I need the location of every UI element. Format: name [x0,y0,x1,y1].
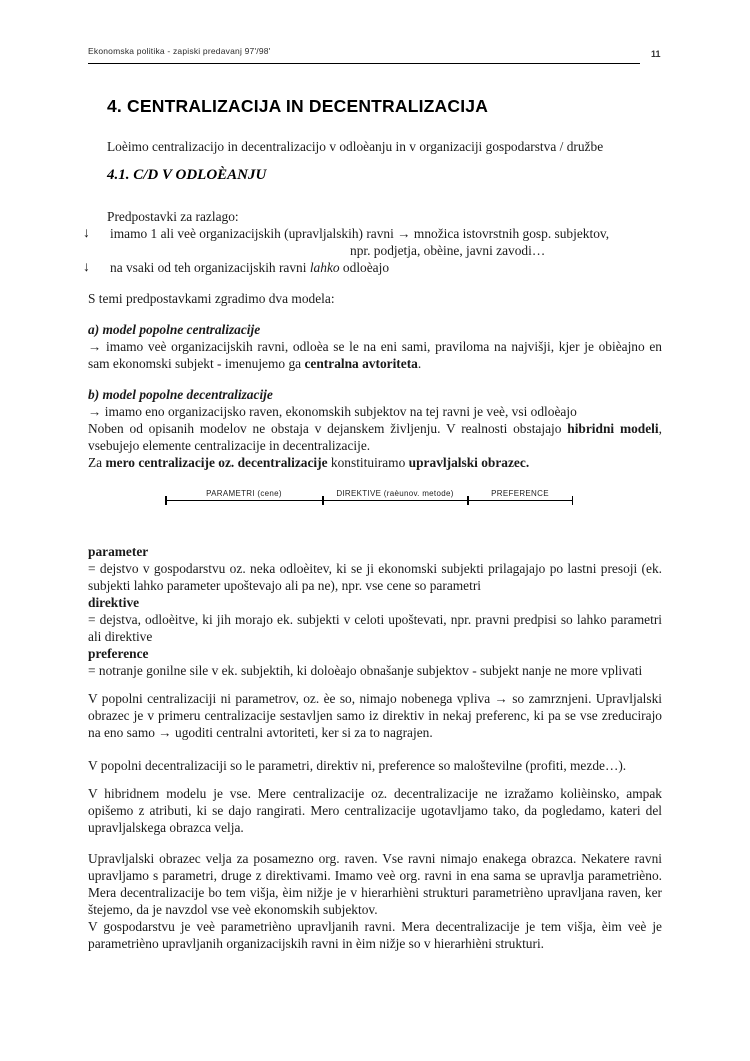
page-number: 11 [651,49,661,59]
definition-term-direktive: direktive [88,595,140,610]
model-b-paragraph: → imamo eno organizacijsko raven, ekonomskih subjektov na tej ravni je veè, vsi odloèajo Noben od opisanih modelov ne obstaja v dejanskem življenju. V realnosti obstajajo hibridni modeli, vsebujejo elemente centralizacije in decentralizacije. Za mero centralizacije oz. decentralizacije konstituiramo upravljalski obrazec. [88,404,662,470]
page-header [88,41,662,64]
models-lead: S temi predpostavkami zgradimo dva modela: [88,291,335,306]
paragraph-centralization: V popolni centralizaciji ni parametrov, oz. èe so, nimajo nobenega vpliva → so zamrznjeni. Upravljalski obrazec je v primeru centralizacije sestavljen samo iz direktiv in nekaj preferenc, ki pa se vse zreducirajo na eno samo → ugoditi centralni avtoriteti, ker si za to nagrajen. [88,691,662,740]
definition-term-parameter: parameter [88,544,149,559]
definition-text-preference: = notranje gonilne sile v ek. subjektih, ki doloèajo obnašanje subjektov - subjekt nanje ne more vplivati [88,663,643,678]
down-arrow-icon: ↓ [83,226,90,241]
definition-text-direktive: = dejstva, odloèitve, ki jih morajo ek. subjekti v celoti upoštevati, npr. pravni predpisi so lahko parametri ali direktive [88,612,662,644]
model-a-heading: a) model popolne centralizacije [88,322,261,337]
intro-paragraph: Loèimo centralizacijo in decentralizacijo v odloèanju in v organizaciji gospodarstva / družbe [107,139,604,154]
diagram-tick [165,496,167,506]
paragraph-hybrid: V hibridnem modelu je vse. Mere centralizacije oz. decentralizacije ne izražamo kolièinsko, ampak opišemo z atributi, ki se dajo rangirati. Mero centralizacije ugotavljamo tako, da pogledamo, kateri del upravljalskega obrazca velja. [88,786,662,835]
management-form-diagram [88,485,662,509]
header-rule [88,41,640,64]
assumption-text: imamo 1 ali veè organizacijskih (upravljalskih) ravni → množica istovrstnih gosp. subjektov, [110,226,610,241]
paragraph-decentralization: V popolni decentralizaciji so le parametri, direktiv ni, preference so maloštevilne (profiti, mezde…). [88,758,627,773]
definitions-block [88,543,662,679]
assumption-item [83,225,662,259]
assumption-item [83,259,662,276]
diagram-label-preference: PREFERENCE [491,489,549,498]
model-b-heading: b) model popolne decentralizacije [88,387,273,402]
assumption-text: na vsaki od teh organizacijskih ravni lahko odloèajo [110,260,390,275]
paragraph-management-form: Upravljalski obrazec velja za posamezno org. raven. Vse ravni nimajo enakega obrazca. Nekatere ravni upravljamo s parametri, druge z direktivami. Imamo veè org. ravni in ena sama se upravlja parametrièno. Mera decentralizacije bo tem višja, èim nižje je v hierarhièni strukturi parametrièno upravljana raven, ker štejemo, da je navzdol vse veè ekonomskih subjektov. V gospodarstvu je veè parametrièno upravljanih ravni. Mera decentralizacije je tem višja, èim veè je parametrièno upravljanih organizacijskih ravni in èim nižje so v hierarhièni strukturi. [88,851,662,951]
model-a-block [88,321,662,372]
diagram-label-parametri: PARAMETRI (cene) [206,489,282,498]
diagram-label-direktive: DIREKTIVE (raèunov. metode) [336,489,454,498]
definition-term-preference: preference [88,646,149,661]
model-b-block [88,386,662,471]
model-a-paragraph: → imamo veè organizacijskih ravni, odloèa se le na eni sami, praviloma na najvišji, kjer je obièajno en sam ekonomski subjekt - imenujemo ga centralna avtoriteta. [88,339,662,371]
diagram-tick [467,496,469,506]
assumption-continuation: npr. podjetja, obèine, javni zavodi… [350,243,546,258]
assumptions-lead: Predpostavki za razlago: [107,209,239,224]
definition-text-parameter: = dejstvo v gospodarstvu oz. neka odloèitev, ki se ji ekonomski subjekti prilagajajo po lastni presoji (ek. subjekti lahko parameter upoštevajo ali pa ne), npr. vse cene so parametri [88,561,662,593]
down-arrow-icon: ↓ [83,260,90,275]
section-heading: 4.1. C/D V ODLOÈANJU [107,167,267,183]
diagram-tick [572,496,574,506]
diagram-axis-line [165,500,573,502]
diagram-tick [322,496,324,506]
header-title: Ekonomska politika - zapiski predavanj 97'/98' [88,46,271,56]
chapter-title: 4. CENTRALIZACIJA IN DECENTRALIZACIJA [107,96,489,116]
